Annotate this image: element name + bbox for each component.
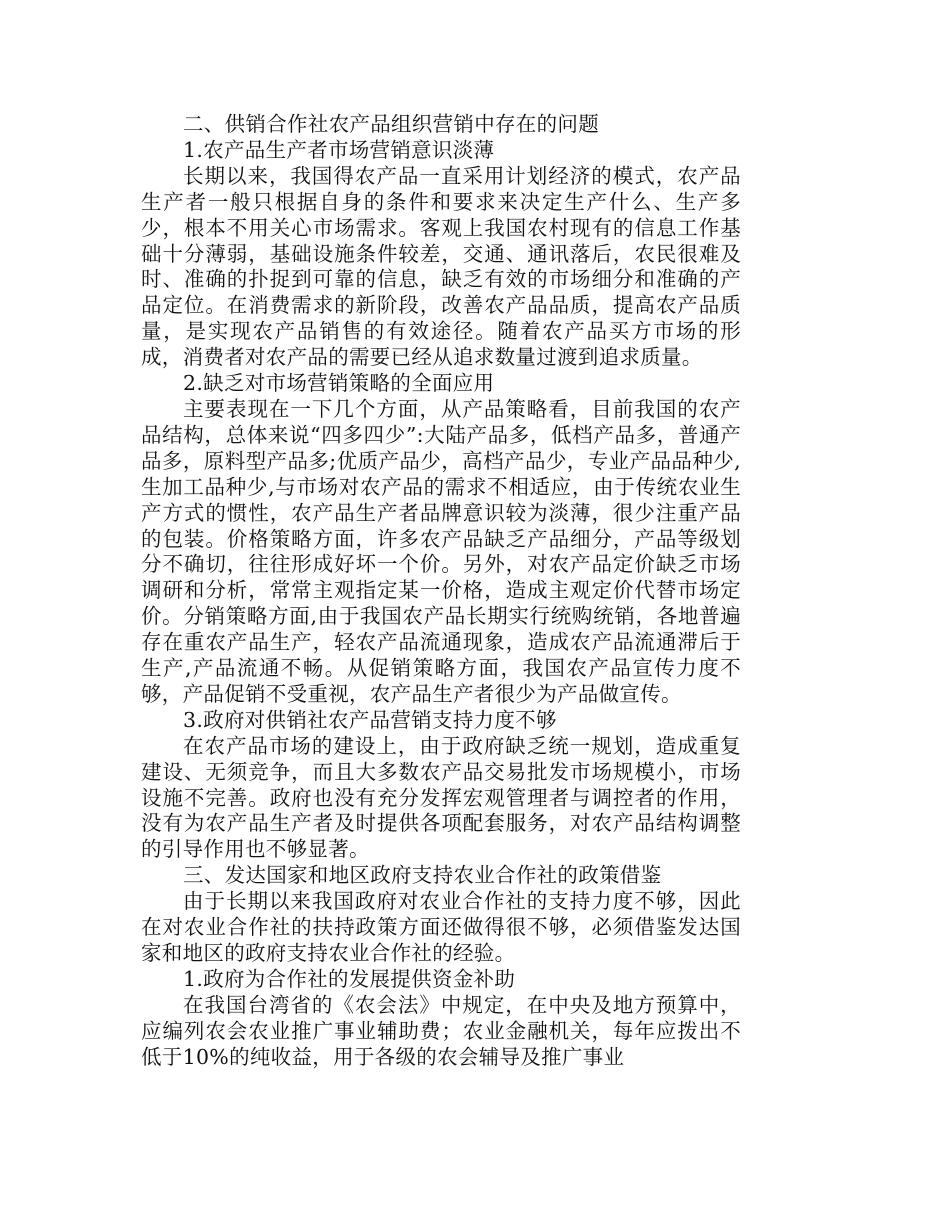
subheading-2-1: 1.农产品生产者市场营销意识淡薄 (183, 137, 495, 162)
body-paragraph: 由于长期以来我国政府对农业合作社的支持力度不够，因此在对农业合作社的扶持政策方面还做得很不够，必须借鉴发达国家和地区的政府支持农业合作社的经验。 (141, 889, 741, 965)
subheading-3-1: 1.政府为合作社的发展提供资金补助 (183, 966, 516, 991)
section-heading-3: 三、发达国家和地区政府支持农业合作社的政策借鉴 (183, 863, 662, 888)
document-body (141, 112, 741, 1071)
body-paragraph: 主要表现在一下几个方面，从产品策略看，目前我国的农产品结构，总体来说“四多四少”:大陆产品多，低档产品多，普通产品多，原料型产品多;优质产品少，高档产品少，专业产品品种少,生加工品种少,与市场对农产品的需求不相适应，由于传统农业生产方式的惯性，农产品生产者品牌意识较为淡薄，很少注重产品的包装。价格策略方面，许多农产品缺乏产品细分，产品等级划分不确切，往往形成好坏一个价。另外，对农产品定价缺乏市场调研和分析，常常主观指定某一价格，造成主观定价代替市场定价。分销策略方面,由于我国农产品长期实行统购统销，各地普遍存在重农产品生产，轻农产品流通现象，造成农产品流通滞后于生产,产品流通不畅。从促销策略方面，我国农产品宣传力度不够，产品促销不受重视，农产品生产者很少为产品做宣传。 (141, 396, 741, 706)
subheading-2-3: 3.政府对供销社农产品营销支持力度不够 (183, 707, 557, 732)
body-paragraph: 在农产品市场的建设上，由于政府缺乏统一规划，造成重复建设、无须竞争，而且大多数农产品交易批发市场规模小，市场设施不完善。政府也没有充分发挥宏观管理者与调控者的作用，没有为农产品生产者及时提供各项配套服务，对农产品结构调整的引导作用也不够显著。 (141, 733, 741, 862)
body-paragraph: 长期以来，我国得农产品一直采用计划经济的模式，农产品生产者一般只根据自身的条件和要求来决定生产什么、生产多少，根本不用关心市场需求。客观上我国农村现有的信息工作基础十分薄弱，基础设施条件较差，交通、通讯落后，农民很难及时、准确的扑捉到可靠的信息，缺乏有效的市场细分和准确的产品定位。在消费需求的新阶段，改善农产品品质，提高农产品质量，是实现农产品销售的有效途径。随着农产品买方市场的形成，消费者对农产品的需要已经从追求数量过渡到追求质量。 (141, 163, 741, 370)
body-paragraph: 在我国台湾省的《农会法》中规定，在中央及地方预算中，应编列农会农业推广事业辅助费；农业金融机关，每年应拨出不低于10%的纯收益，用于各级的农会辅导及推广事业 (141, 992, 741, 1069)
subheading-2-2: 2.缺乏对市场营销策略的全面应用 (183, 371, 495, 396)
section-heading-2: 二、供销合作社农产品组织营销中存在的问题 (183, 112, 599, 136)
